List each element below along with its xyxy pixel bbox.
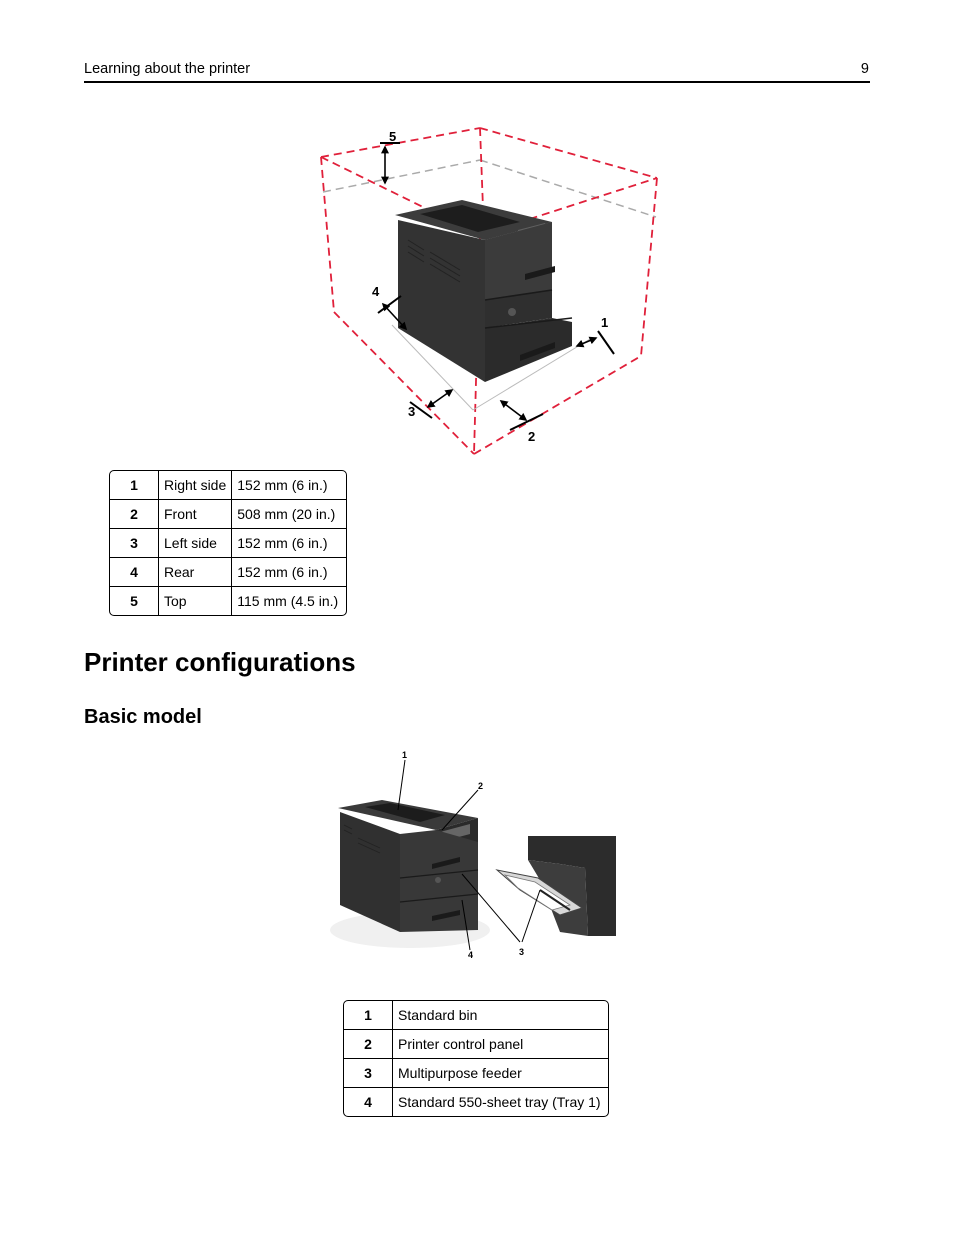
clearance-cell: 152 mm (6 in.) (231, 471, 346, 499)
row-number: 3 (110, 528, 158, 557)
clearance-cell: 152 mm (6 in.) (231, 528, 346, 557)
row-number: 5 (110, 586, 158, 615)
location-cell: Front (158, 499, 231, 528)
row-number: 2 (110, 499, 158, 528)
table-row (110, 557, 346, 586)
callout-1: 1 (601, 315, 609, 330)
callout-4: 4 (372, 284, 380, 299)
callout-3: 3 (408, 404, 416, 419)
table-row (110, 586, 346, 615)
callout-3: 3 (519, 947, 525, 957)
location-cell: Right side (158, 471, 231, 499)
row-number: 1 (130, 477, 138, 493)
table-row (344, 1001, 608, 1029)
clearance-table (109, 470, 347, 616)
location-cell: Rear (158, 557, 231, 586)
parts-table (343, 1000, 609, 1117)
clearance-cell: 115 mm (4.5 in.) (231, 586, 346, 615)
printer-clearance-figure (310, 122, 660, 462)
callout-5: 5 (389, 129, 397, 144)
section-title: Learning about the printer (84, 61, 251, 77)
table-row (344, 1029, 608, 1058)
row-number: 4 (110, 557, 158, 586)
location-cell: Left side (158, 528, 231, 557)
clearance-cell: 508 mm (20 in.) (231, 499, 346, 528)
section-heading: Basic model (84, 706, 202, 728)
running-header (84, 61, 870, 83)
table-row (110, 471, 346, 499)
row-number: 1 (364, 1007, 372, 1023)
basic-model-figure (330, 745, 625, 965)
page-title: Printer configurations (84, 647, 356, 677)
table-row (344, 1087, 608, 1116)
location-cell: Top (158, 586, 231, 615)
callout-2: 2 (478, 781, 484, 791)
callout-1: 1 (402, 750, 408, 760)
row-number: 2 (344, 1029, 392, 1058)
part-cell: Standard bin (392, 1001, 608, 1029)
part-cell: Multipurpose feeder (392, 1058, 608, 1087)
clearance-cell: 152 mm (6 in.) (231, 557, 346, 586)
table-row (110, 499, 346, 528)
row-number: 4 (344, 1087, 392, 1116)
table-row (110, 528, 346, 557)
row-number: 3 (344, 1058, 392, 1087)
table-row (344, 1058, 608, 1087)
callout-2: 2 (528, 429, 536, 444)
printer-illustration (395, 200, 572, 382)
multipurpose-feeder-inset (497, 836, 616, 936)
part-cell: Printer control panel (392, 1029, 608, 1058)
callout-4: 4 (468, 950, 474, 960)
part-cell: Standard 550-sheet tray (Tray 1) (392, 1087, 608, 1116)
page-number: 9 (860, 61, 869, 77)
